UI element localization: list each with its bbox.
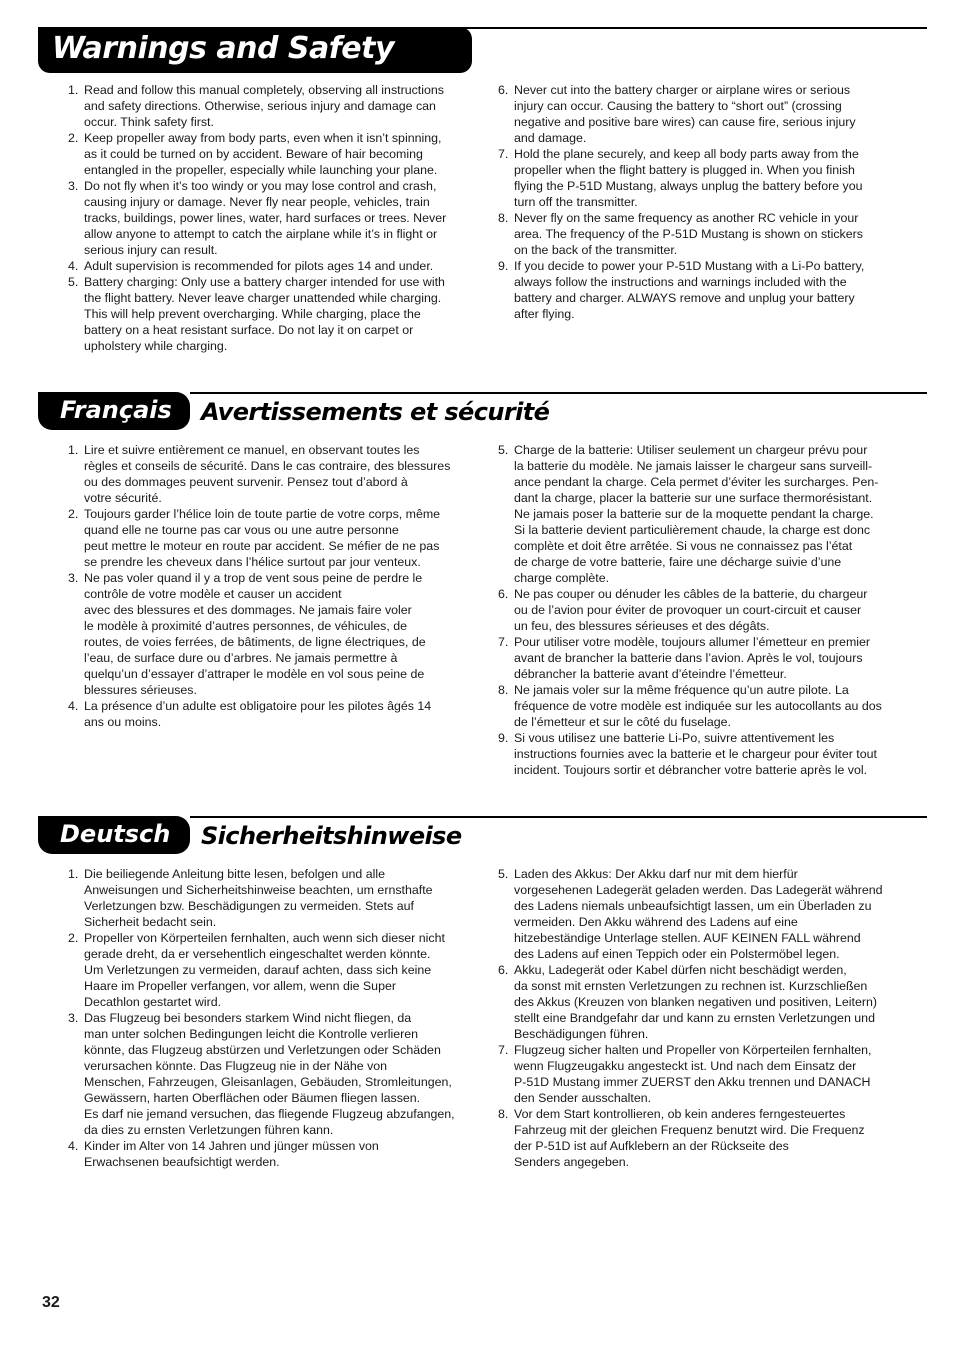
item-text: If you decide to power your P-51D Mustang with a Li-Po battery, always follow the instructions and warnings included with the battery and charger. ALWAYS remove and unplug your battery after flying. — [514, 259, 865, 321]
section-rule-french — [190, 392, 927, 394]
item-text: Ne pas voler quand il y a trop de vent sous peine de perdre le contrôle de votre modèle et causer un accident avec des blessures et des dommages. Ne jamais faire voler le modèle à proximité d’autres personnes, de véhicules, de routes, de voies ferrées, de bâtiments, de ligne électriques, de l’eau, de surface dure ou d’arbres. Ne jamais permettre à quelqu’un d’essayer d’attraper le modèle en vol sous peine de blessures sérieuses. — [84, 571, 426, 697]
list-item — [498, 682, 908, 730]
item-number: 5. — [68, 275, 79, 289]
item-number: 2. — [68, 931, 79, 945]
section-title-french: Avertissements et sécurité — [201, 398, 550, 426]
item-number: 1. — [68, 867, 79, 881]
list-item — [68, 274, 478, 354]
item-text: Charge de la batterie: Utiliser seulement un chargeur prévu pour la batterie du modèle. Ne jamais laisser le chargeur sans surveill- ance pendant la charge. Cela permet d’éviter les surcharges. Pen- dant la charge, placer la batterie sur une surface thermorésistant. Ne jamais poser la batterie sur de la moquette pendant la charge. Si la batterie devient particulièrement chaude, la charge est donc complète et doit être arrêtée. Si vous ne connaissez pas l’état de charge de votre batterie, faire une décharge suivie d’une charge complète. — [514, 443, 879, 585]
item-number: 7. — [498, 635, 509, 649]
item-text: Pour utiliser votre modèle, toujours allumer l’émetteur en premier avant de brancher la batterie dans l’avion. Après le vol, toujours débrancher la batterie avant d’éteindre l’émetteur. — [514, 635, 871, 681]
item-number: 2. — [68, 131, 79, 145]
french-column-left — [68, 442, 478, 730]
french-column-right — [498, 442, 908, 778]
item-text: Kinder im Alter von 14 Jahren und jünger müssen von Erwachsenen beaufsichtigt werden. — [84, 1139, 379, 1169]
item-text: Flugzeug sicher halten und Propeller von Körperteilen fernhalten, wenn Flugzeugakku angesteckt ist. Und nach dem Einsatz der P-51D Mustang immer ZUERST den Akku trennen und DANACH den Sender ausschalten. — [514, 1043, 872, 1105]
english-column-left — [68, 82, 478, 354]
list-item — [68, 130, 478, 178]
item-number: 1. — [68, 443, 79, 457]
list-item — [68, 258, 478, 274]
section-title-english: Warnings and Safety — [52, 31, 395, 66]
item-text: Battery charging: Only use a battery charger intended for use with the flight battery. Never leave charger unattended while charging. This will help prevent overcharging. While charging, place the battery on a heat resistant surface. Do not lay it on carpet or upholstery while charging. — [84, 275, 445, 353]
item-number: 7. — [498, 147, 509, 161]
list-item — [498, 442, 908, 586]
list-item — [498, 1106, 908, 1170]
section-title-german: Sicherheitshinweise — [201, 822, 462, 850]
item-number: 3. — [68, 179, 79, 193]
list-item — [498, 962, 908, 1042]
list-item — [498, 82, 908, 146]
item-text: Never fly on the same frequency as another RC vehicle in your area. The frequency of the P-51D Mustang is shown on stickers on the back of the transmitter. — [514, 211, 863, 257]
item-number: 7. — [498, 1043, 509, 1057]
item-text: Read and follow this manual completely, observing all instructions and safety directions. Otherwise, serious injury and damage can occur. Think safety first. — [84, 83, 444, 129]
item-text: Lire et suivre entièrement ce manuel, en observant toutes les règles et conseils de sécurité. Dans le cas contraire, des blessures ou des dommages peuvent survenir. Pensez tout d’abord à votre sécurité. — [84, 443, 451, 505]
list-item — [68, 178, 478, 258]
list-item — [498, 146, 908, 210]
list-item — [68, 82, 478, 130]
item-number: 6. — [498, 587, 509, 601]
item-text: Si vous utilisez une batterie Li-Po, suivre attentivement les instructions fournies avec la batterie et le chargeur pour éviter tout incident. Toujours sortir et débrancher votre batterie après le vol. — [514, 731, 877, 777]
item-number: 4. — [68, 699, 79, 713]
item-text: Do not fly when it’s too windy or you may lose control and crash, causing injury or damage. Never fly near people, vehicles, train tracks, buildings, power lines, water, hard surfaces or trees. Never allow anyone to attempt to catch the airplane while it’s in flight or serious injury can result. — [84, 179, 447, 257]
list-item — [68, 1138, 478, 1170]
list-item — [68, 570, 478, 698]
item-number: 1. — [68, 83, 79, 97]
language-label-french: Français — [60, 396, 172, 424]
item-number: 8. — [498, 683, 509, 697]
list-item — [68, 698, 478, 730]
item-number: 5. — [498, 867, 509, 881]
item-number: 3. — [68, 571, 79, 585]
item-text: Hold the plane securely, and keep all body parts away from the propeller when the flight battery is plugged in. When you finish flying the P-51D Mustang, always unplug the battery before you turn off the transmitter. — [514, 147, 863, 209]
item-number: 4. — [68, 259, 79, 273]
list-item — [498, 634, 908, 682]
item-number: 5. — [498, 443, 509, 457]
list-item — [68, 442, 478, 506]
list-item — [498, 730, 908, 778]
item-text: Never cut into the battery charger or airplane wires or serious injury can occur. Causing the battery to “short out” (crossing negative and positive bare wires) can cause fire, serious injury and damage. — [514, 83, 856, 145]
section-rule-german — [190, 816, 927, 818]
item-number: 4. — [68, 1139, 79, 1153]
item-number: 6. — [498, 83, 509, 97]
item-text: Das Flugzeug bei besonders starkem Wind nicht fliegen, da man unter solchen Bedingungen leicht die Kontrolle verlieren könnte, das Flugzeug abstürzen und Verletzungen oder Schäden verursachen könnte. Das Flugzeug nie in der Nähe von Menschen, Fahrzeugen, Gleisanlagen, Gebäuden, Stromleitungen, Gewässern, harten Oberflächen oder Bäumen fliegen lassen. Es darf nie jemand versuchen, das fliegende Flugzeug abzufangen, da dies zu ernsten Verletzungen führen kann. — [84, 1011, 455, 1137]
item-number: 9. — [498, 259, 509, 273]
page-number: 32 — [42, 1294, 60, 1311]
item-text: Laden des Akkus: Der Akku darf nur mit dem hierfür vorgesehenen Ladegerät geladen werden. Das Ladegerät während des Ladens niemals unbeaufsichtigt lassen, um ein Überladen zu vermeiden. Den Akku während des Ladens auf eine hitzebeständige Unterlage stellen. AUF KEINEN FALL während des Ladens auf einen Teppich oder ein Polstermöbel legen. — [514, 867, 883, 961]
item-number: 2. — [68, 507, 79, 521]
language-label-german: Deutsch — [60, 820, 171, 848]
item-number: 8. — [498, 1107, 509, 1121]
item-number: 8. — [498, 211, 509, 225]
list-item — [68, 506, 478, 570]
list-item — [68, 930, 478, 1010]
list-item — [498, 586, 908, 634]
item-text: La présence d’un adulte est obligatoire pour les pilotes âgés 14 ans ou moins. — [84, 699, 432, 729]
item-text: Keep propeller away from body parts, even when it isn’t spinning, as it could be turned on by accident. Beware of hair becoming entangled in the propeller, especially while launching your plane. — [84, 131, 442, 177]
item-text: Akku, Ladegerät oder Kabel dürfen nicht beschädigt werden, da sonst mit ernsten Verletzungen zu rechnen ist. Kurzschließen des Akkus (Kreuzen von blanken negativen und positiven, Leitern) stellt eine Brandgefahr dar und kann zu ernsten Verletzungen und Beschädigungen führen. — [514, 963, 878, 1041]
list-item — [498, 1042, 908, 1106]
german-column-left — [68, 866, 478, 1170]
list-item — [498, 866, 908, 962]
item-number: 9. — [498, 731, 509, 745]
item-text: Ne pas couper ou dénuder les câbles de la batterie, du chargeur ou de l’avion pour éviter de provoquer un court-circuit et causer un feu, des blessures sérieuses et des dégâts. — [514, 587, 868, 633]
item-text: Propeller von Körperteilen fernhalten, auch wenn sich dieser nicht gerade dreht, da er versehentlich eingeschaltet werden könnte. Um Verletzungen zu vermeiden, darauf achten, dass sich keine Haare im Propeller verfangen, vor allem, wenn die Super Decathlon gestartet wird. — [84, 931, 445, 1009]
item-text: Adult supervision is recommended for pilots ages 14 and under. — [84, 259, 434, 273]
list-item — [498, 258, 908, 322]
list-item — [68, 1010, 478, 1138]
item-text: Ne jamais voler sur la même fréquence qu’un autre pilote. La fréquence de votre modèle est indiquée sur les autocollants au dos de l’émetteur et sur le côté du fuselage. — [514, 683, 882, 729]
item-text: Toujours garder l’hélice loin de toute partie de votre corps, même quand elle ne tourne pas car vous ou une autre personne peut mettre le moteur en route par accident. Se méfier de ne pas se prendre les cheveux dans l’hélice surtout par jour venteux. — [84, 507, 441, 569]
item-text: Die beiliegende Anleitung bitte lesen, befolgen und alle Anweisungen und Sicherheitshinweise beachten, um ernsthafte Verletzungen bzw. Beschädigungen zu vermeiden. Stets auf Sicherheit bedacht sein. — [84, 867, 433, 929]
list-item — [68, 866, 478, 930]
item-number: 6. — [498, 963, 509, 977]
item-number: 3. — [68, 1011, 79, 1025]
english-column-right — [498, 82, 908, 322]
item-text: Vor dem Start kontrollieren, ob kein anderes ferngesteuertes Fahrzeug mit der gleichen Frequenz benutzt wird. Die Frequenz der P-51D ist auf Aufklebern an der Rückseite des Senders angegeben. — [514, 1107, 865, 1169]
german-column-right — [498, 866, 908, 1170]
list-item — [498, 210, 908, 258]
